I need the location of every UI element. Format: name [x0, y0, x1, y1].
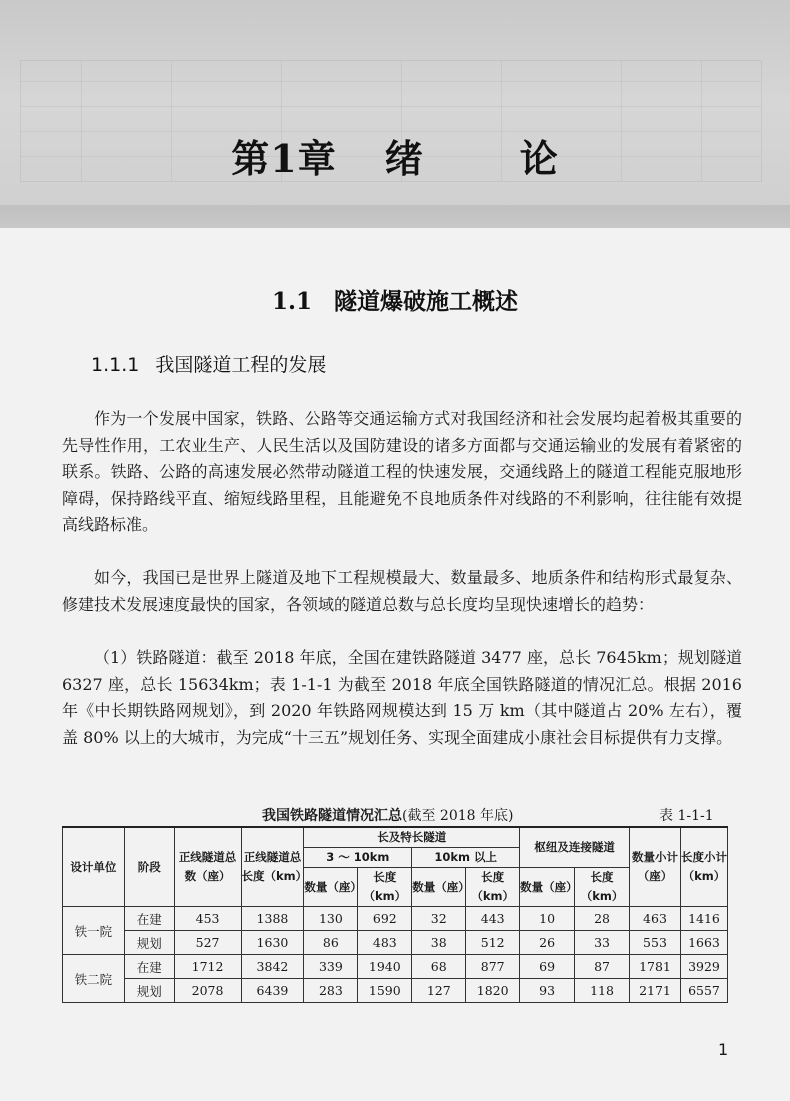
table-cell: 1663 [680, 931, 727, 955]
table-cell: 1712 [174, 955, 241, 979]
stage-cell: 在建 [124, 907, 174, 931]
table-cell: 692 [358, 907, 412, 931]
table-cell: 1820 [466, 979, 520, 1003]
table-cell: 1388 [241, 907, 304, 931]
table-caption-note: (截至 2018 年底) [402, 808, 514, 824]
table-cell: 483 [358, 931, 412, 955]
table-cell: 2078 [174, 979, 241, 1003]
table-cell: 86 [304, 931, 358, 955]
stage-cell: 规划 [124, 979, 174, 1003]
table-row [63, 931, 728, 955]
header-range-3-10: 3 ～ 10km [304, 848, 412, 868]
table-cell: 26 [520, 931, 575, 955]
chapter-header-band [0, 0, 790, 228]
table-cell: 1630 [241, 931, 304, 955]
subsection-title [91, 350, 326, 377]
header-design-unit: 设计单位 [63, 827, 125, 907]
section-number: 1.1 [271, 288, 312, 315]
table-cell: 6557 [680, 979, 727, 1003]
table-cell: 127 [412, 979, 466, 1003]
unit-cell: 铁一院 [63, 907, 125, 955]
table-cell: 553 [630, 931, 681, 955]
table-caption-title: 我国铁路隧道情况汇总 [262, 808, 402, 824]
table-cell: 68 [412, 955, 466, 979]
chapter-title [0, 128, 790, 183]
table-cell: 1416 [680, 907, 727, 931]
table-cell: 118 [575, 979, 630, 1003]
stage-cell: 规划 [124, 931, 174, 955]
subsection-heading-text: 我国隧道工程的发展 [155, 354, 327, 376]
header-main-length: 正线隧道总长度（km） [241, 827, 304, 907]
table-cell: 877 [466, 955, 520, 979]
table-cell: 93 [520, 979, 575, 1003]
table-cell: 463 [630, 907, 681, 931]
table-caption [262, 805, 513, 825]
body-paragraph-3: （1）铁路隧道：截至 2018 年底，全国在建铁路隧道 3477 座，总长 7645km；规划隧道 6327 座，总长 15634km；表 1-1-1 为截至 2018 年底全国铁路隧道的情况汇总。根据 2016 年《中长期铁路网规划》，到 2020 年铁路网规模达到 15 万 km（其中隧道占 20% 左右），覆盖 80% 以上的大城市，为完成“十三五”规划任务、实现全面建成小康社会目标提供有力支撑。 [62, 648, 742, 747]
header-hub-tunnels: 枢纽及连接隧道 [520, 827, 630, 868]
header-main-count: 正线隧道总数（座） [174, 827, 241, 907]
railway-tunnel-table [62, 826, 728, 1003]
table-row [63, 979, 728, 1003]
subsection-number: 1.1.1 [91, 354, 140, 376]
section-title [0, 283, 790, 316]
table-cell: 1590 [358, 979, 412, 1003]
header-count-hub: 数量（座） [520, 868, 575, 907]
table-cell: 1940 [358, 955, 412, 979]
body-paragraph-1: 作为一个发展中国家，铁路、公路等交通运输方式对我国经济和社会发展均起着极其重要的先导性作用，工农业生产、人民生活以及国防建设的诸多方面都与交通运输业的发展有着紧密的联系。铁路、公路的高速发展必然带动隧道工程的快速发展，交通线路上的隧道工程能克服地形障碍，保持路线平直、缩短线路里程，且能避免不良地质条件对线路的不利影响，往往能有效提高线路标准。 [62, 409, 742, 534]
header-length-10plus: 长度（km） [466, 868, 520, 907]
body-paragraph-2: 如今，我国已是世界上隧道及地下工程规模最大、数量最多、地质条件和结构形式最复杂、修建技术发展速度最快的国家，各领域的隧道总数与总长度均呈现快速增长的趋势： [62, 568, 742, 614]
table-row [63, 907, 728, 931]
chapter-title-char-2: 论 [519, 136, 559, 181]
header-long-tunnels: 长及特长隧道 [304, 827, 520, 848]
table-cell: 339 [304, 955, 358, 979]
table-cell: 69 [520, 955, 575, 979]
table-number: 表 1-1-1 [659, 808, 714, 824]
unit-cell: 铁二院 [63, 955, 125, 1003]
table-cell: 1781 [630, 955, 681, 979]
stage-cell: 在建 [124, 955, 174, 979]
table-cell: 527 [174, 931, 241, 955]
table-cell: 28 [575, 907, 630, 931]
table-cell: 443 [466, 907, 520, 931]
table-cell: 3842 [241, 955, 304, 979]
chapter-title-char-1: 绪 [384, 136, 424, 181]
table-cell: 32 [412, 907, 466, 931]
table-cell: 33 [575, 931, 630, 955]
header-stage: 阶段 [124, 827, 174, 907]
header-count-3-10: 数量（座） [304, 868, 358, 907]
table-cell: 130 [304, 907, 358, 931]
header-subtotal-length: 长度小计（km） [680, 827, 727, 907]
page-number: 1 [718, 1040, 729, 1059]
header-length-hub: 长度（km） [575, 868, 630, 907]
header-range-10plus: 10km 以上 [412, 848, 520, 868]
header-count-10plus: 数量（座） [412, 868, 466, 907]
table-cell: 3929 [680, 955, 727, 979]
table-cell: 6439 [241, 979, 304, 1003]
chapter-number: 第1章 [231, 136, 337, 181]
table-cell: 87 [575, 955, 630, 979]
table-cell: 10 [520, 907, 575, 931]
table-cell: 2171 [630, 979, 681, 1003]
table-row [63, 955, 728, 979]
section-heading-text: 隧道爆破施工概述 [334, 288, 518, 315]
table-cell: 38 [412, 931, 466, 955]
table-cell: 453 [174, 907, 241, 931]
header-length-3-10: 长度（km） [358, 868, 412, 907]
header-subtotal-count: 数量小计（座） [630, 827, 681, 907]
table-cell: 512 [466, 931, 520, 955]
table-cell: 283 [304, 979, 358, 1003]
